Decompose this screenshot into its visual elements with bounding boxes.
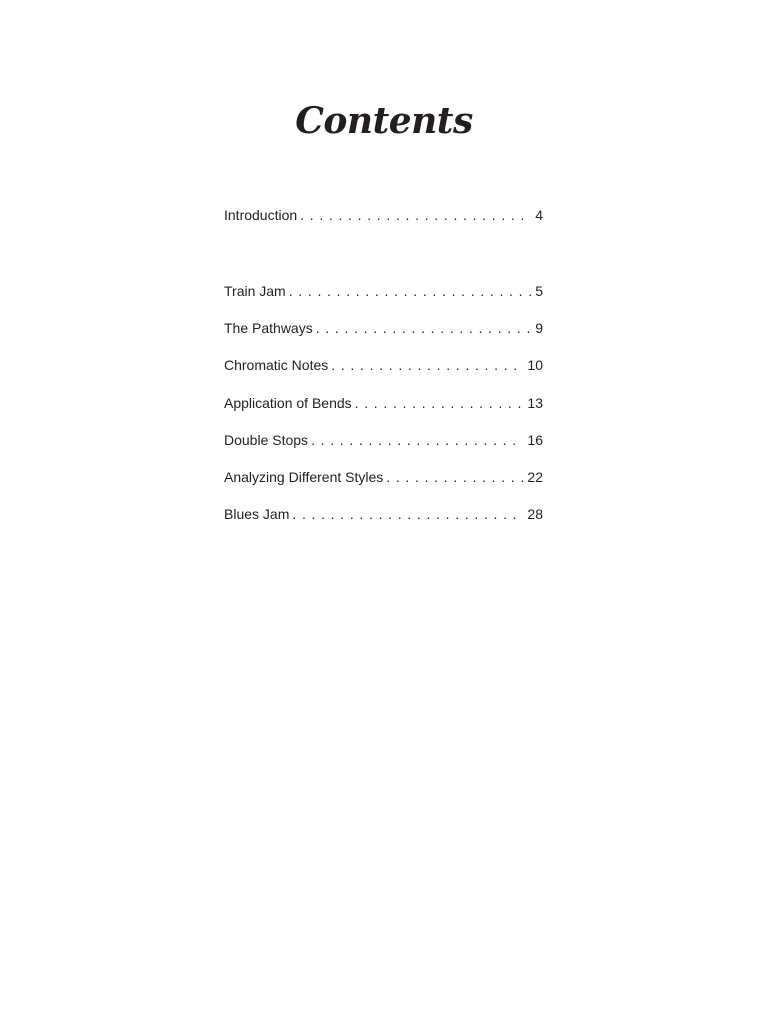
toc-entry-label: Analyzing Different Styles [224,469,384,485]
toc-dot-leader [355,393,524,413]
toc-entry-page: 13 [527,395,543,411]
toc-entry-label: Double Stops [224,432,309,448]
toc-entry-label: Train Jam [224,283,286,299]
toc-entry-page: 5 [535,283,543,299]
toc-entry-the-pathways[interactable] [224,318,543,338]
toc-entry-train-jam[interactable] [224,281,543,301]
toc-entry-label: The Pathways [224,320,313,336]
toc-entry-page: 9 [535,320,543,336]
toc-dot-leader [331,355,523,375]
toc-entry-label: Introduction [224,207,298,223]
toc-dot-leader [311,430,523,450]
toc-dot-leader [316,318,531,338]
toc-entry-application-of-bends[interactable] [224,393,543,413]
toc-dot-leader [300,205,531,225]
toc-dot-leader [289,281,531,301]
toc-dot-leader [292,504,523,524]
toc-entry-page: 4 [535,207,543,223]
toc-entry-page: 28 [527,506,543,522]
toc-entry-blues-jam[interactable] [224,504,543,524]
toc-entry-label: Chromatic Notes [224,357,329,373]
toc-entry-page: 16 [527,432,543,448]
toc-entry-label: Application of Bends [224,395,352,411]
page-title: Contents [295,100,473,142]
toc-entry-double-stops[interactable] [224,430,543,450]
toc-entry-analyzing-different-styles[interactable] [224,467,543,487]
toc-entry-label: Blues Jam [224,506,290,522]
toc-entry-chromatic-notes[interactable] [224,355,543,375]
toc-entry-page: 22 [527,469,543,485]
toc-dot-leader [386,467,523,487]
toc-entry-page: 10 [527,357,543,373]
toc-entry-introduction[interactable] [224,205,543,225]
